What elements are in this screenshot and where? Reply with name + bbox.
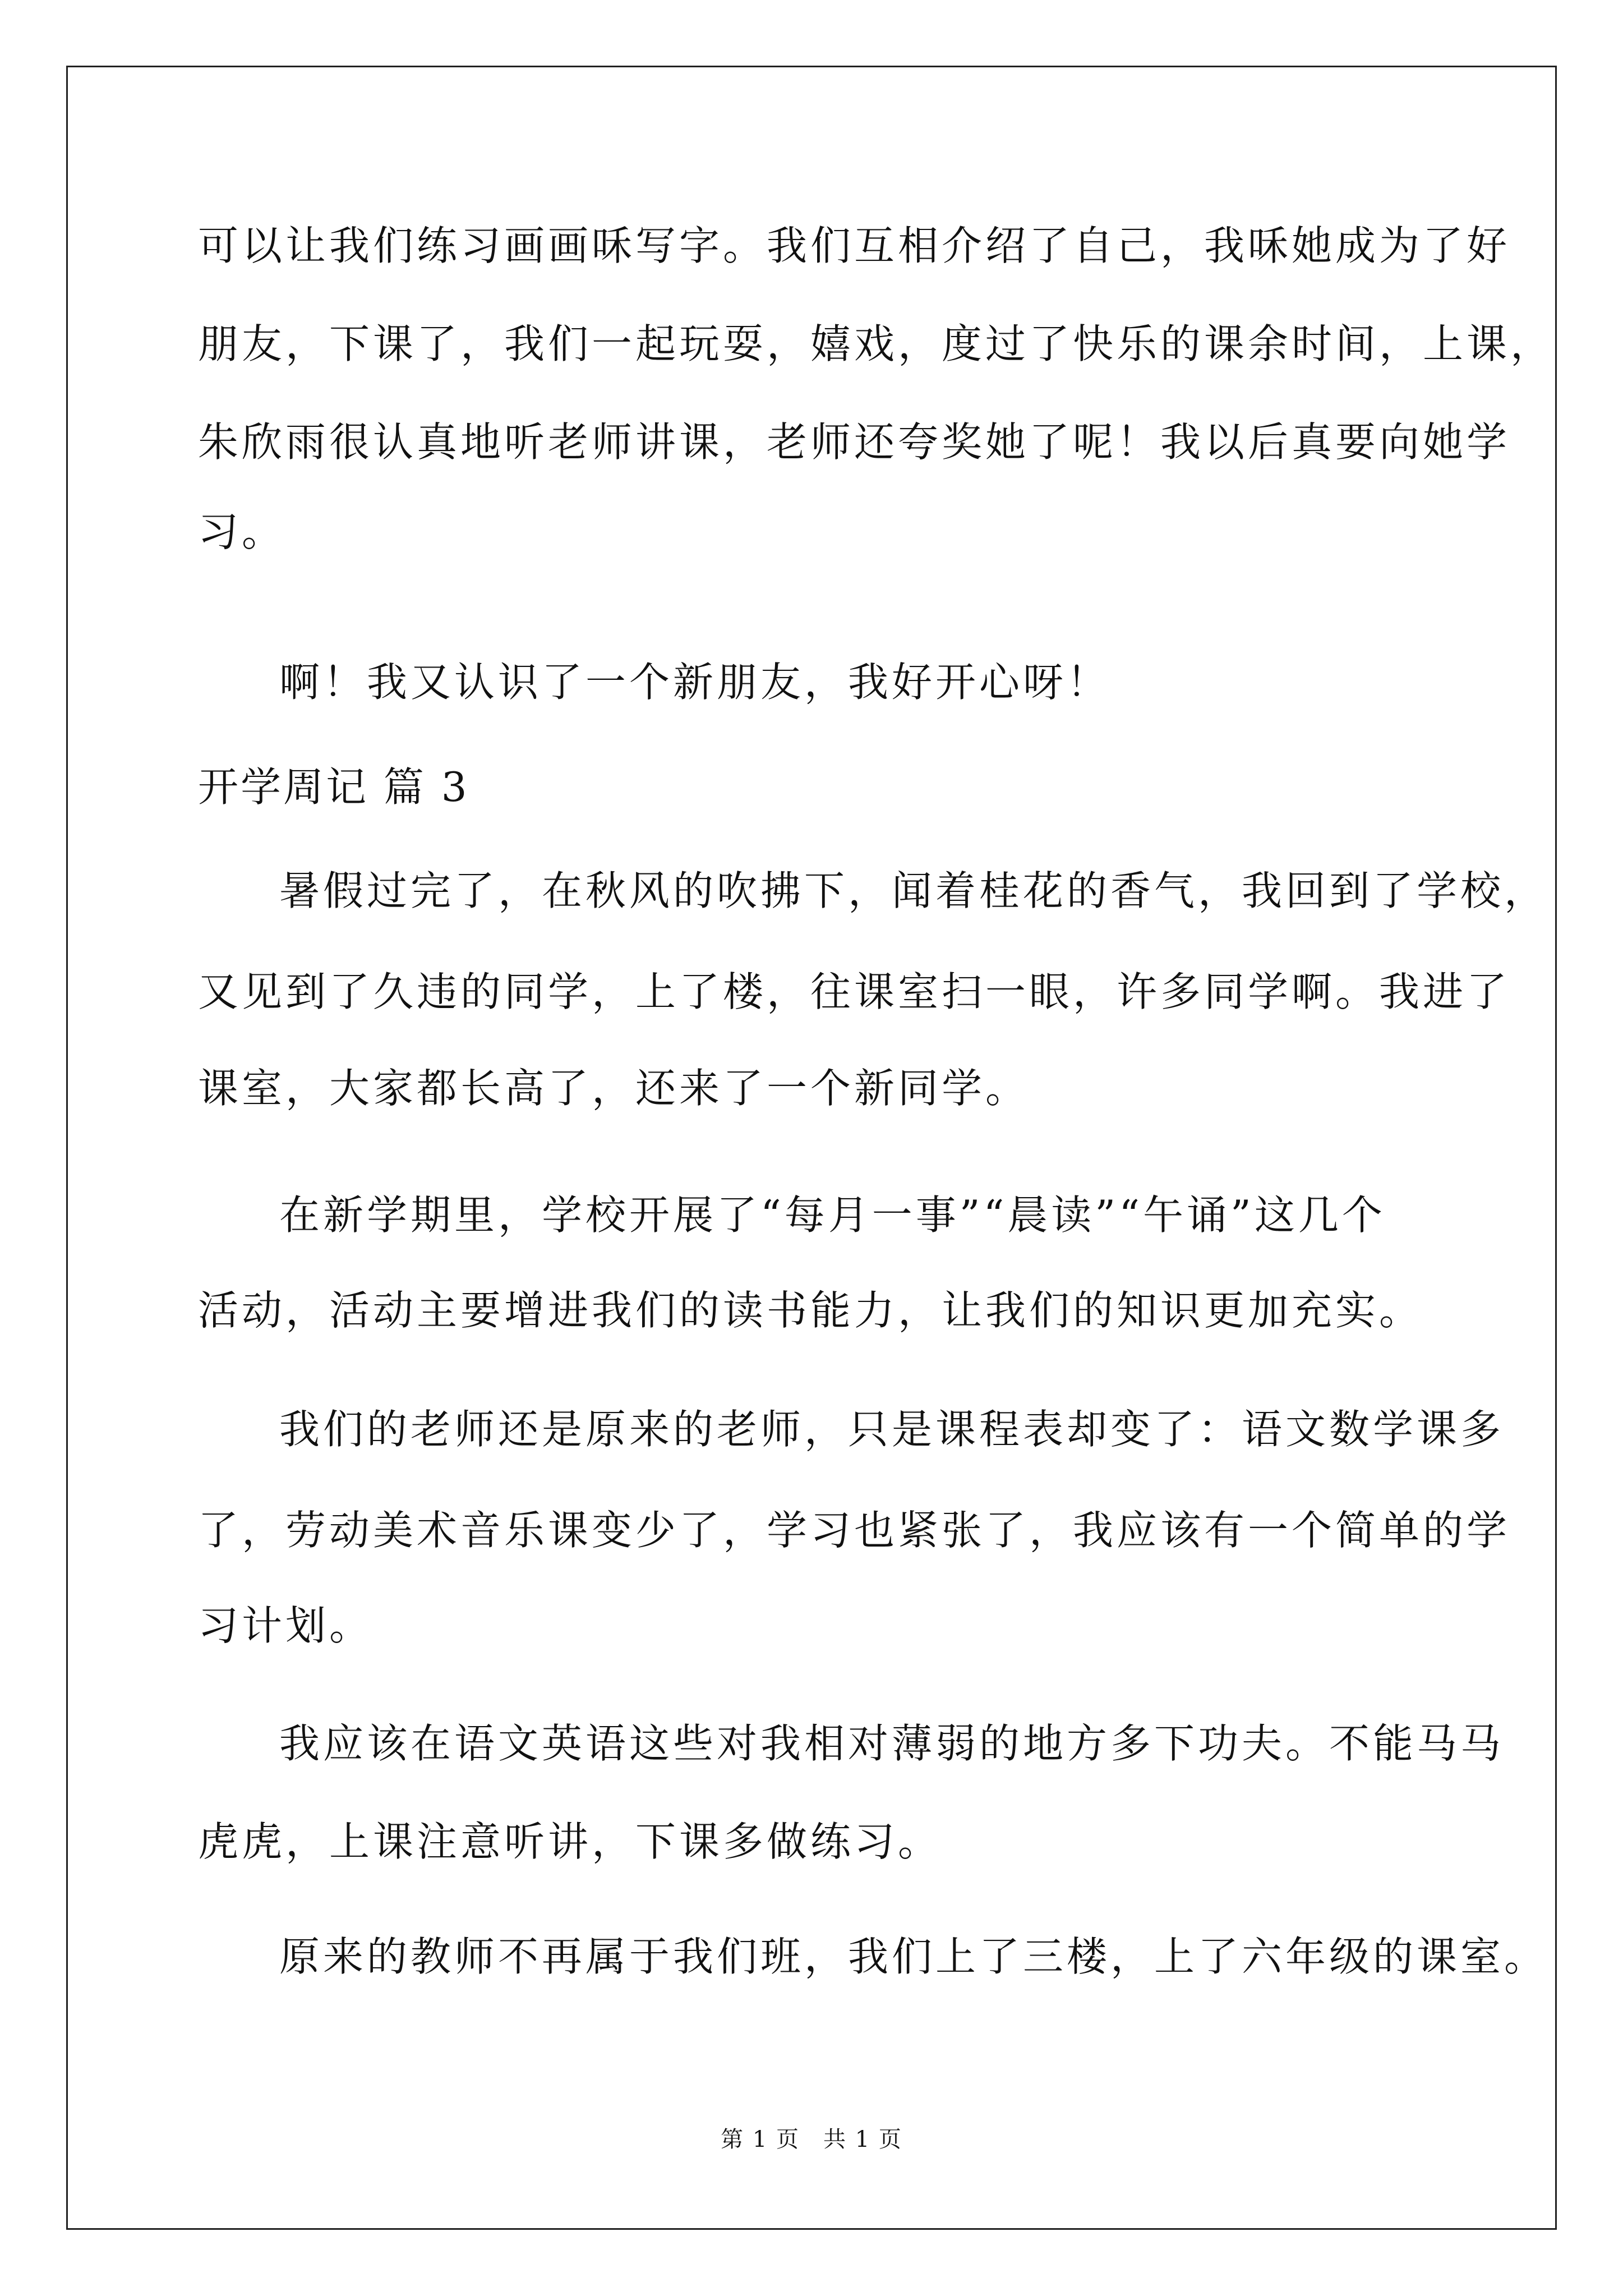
page-footer: 第 1 页 共 1 页: [721, 2127, 902, 2152]
text-line: 暑假过完了，在秋风的吹拂下，闻着桂花的香气，我回到了学校，: [279, 867, 1548, 914]
text-line: 朱欣雨很认真地听老师讲课，老师还夸奖她了呢！我以后真要向她学: [198, 418, 1511, 466]
text-line: 可以让我们练习画画咊写字。我们互相介绍了自己，我咊她成为了好: [198, 222, 1511, 269]
text-line: 又见到了久违的同学，上了楼，往课室扫一眼，许多同学啊。我进了: [198, 968, 1511, 1015]
text-line: 朋友，下课了，我们一起玩耍，嬉戏，度过了快乐的课余时间，上课，: [198, 320, 1555, 367]
section-heading: 开学周记 篇 3: [198, 763, 469, 811]
text-line: 习计划。: [198, 1602, 374, 1649]
text-line: 虎虎，上课注意听讲，下课多做练习。: [198, 1818, 942, 1865]
text-line: 啊！我又认识了一个新朋友，我好开心呀！: [279, 659, 1111, 706]
text-line: 我应该在语文英语这些对我相对薄弱的地方多下功夫。不能马马: [279, 1720, 1505, 1767]
page-border: [66, 66, 1557, 2230]
text-line: 课室，大家都长高了，还来了一个新同学。: [198, 1065, 1030, 1112]
text-line: 习。: [198, 508, 286, 555]
text-line: 了，劳动美术音乐课变少了，学习也紧张了，我应该有一个简单的学: [198, 1507, 1511, 1554]
text-line: 我们的老师还是原来的老师，只是课程表却变了：语文数学课多: [279, 1406, 1505, 1453]
text-line: 在新学期里，学校开展了“每月一事”“晨读”“午诵”这几个: [279, 1191, 1386, 1239]
text-line: 活动，活动主要增进我们的读书能力，让我们的知识更加充实。: [198, 1287, 1423, 1334]
text-line: 原来的教师不再属于我们班，我们上了三楼，上了六年级的课室。: [279, 1933, 1548, 1980]
